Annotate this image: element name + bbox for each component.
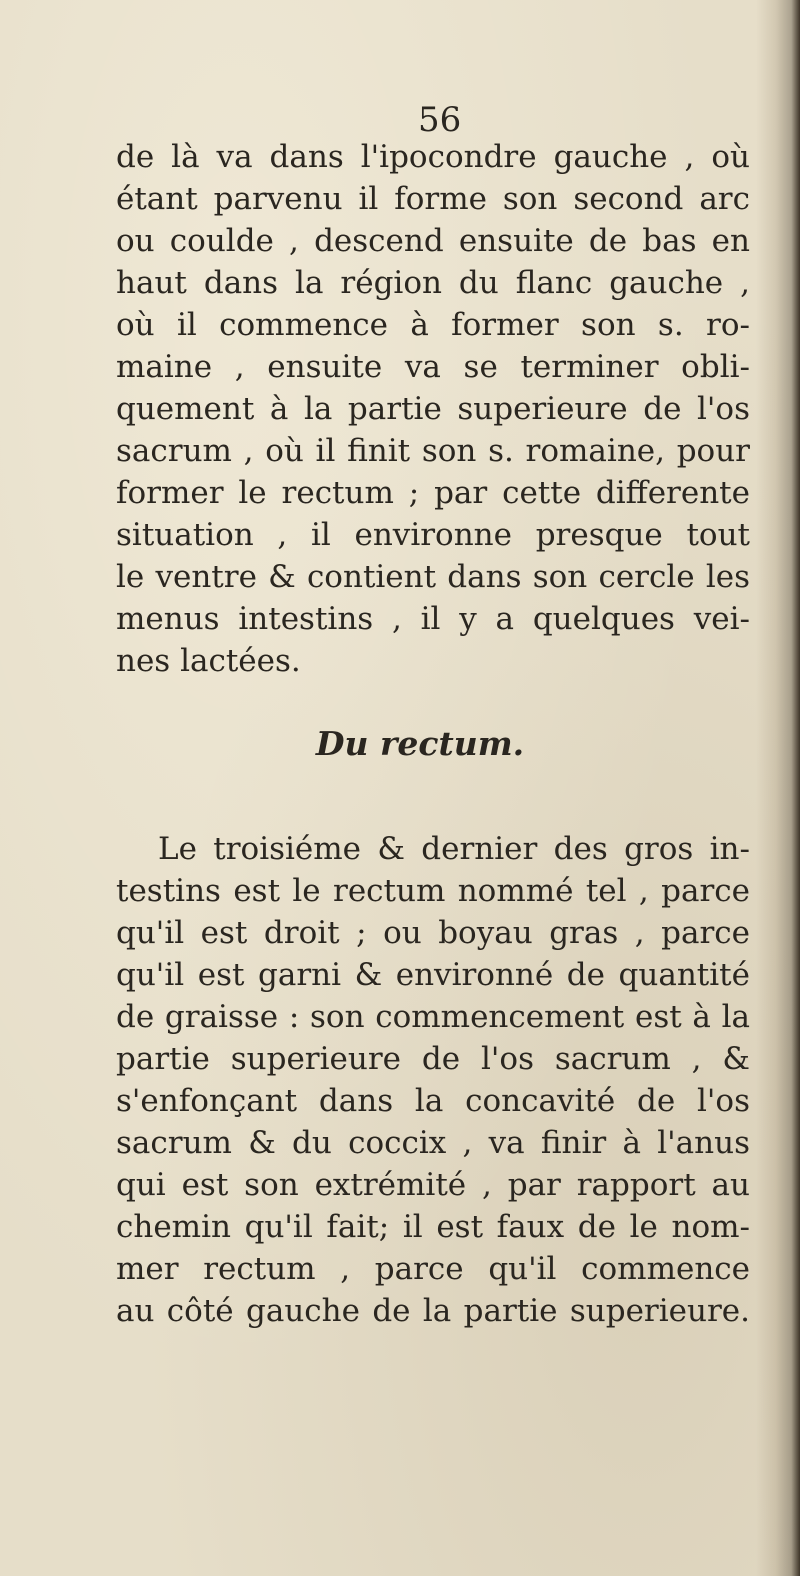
page-number: 56 — [418, 100, 462, 140]
text-line: sacrum , où il finit son s. romaine, pour — [116, 433, 750, 469]
text-line: chemin qu'il fait; il est faux de le nom- — [116, 1209, 750, 1245]
text-line: où il commence à former son s. ro- — [116, 307, 750, 343]
text-line: Le troisiéme & dernier des gros in- — [158, 831, 750, 867]
page-gutter-shadow — [756, 0, 800, 1576]
text-line: menus intestins , il y a quelques vei- — [116, 601, 750, 637]
text-line: le ventre & contient dans son cercle les — [116, 559, 750, 595]
text-line: étant parvenu il forme son second arc — [116, 181, 750, 217]
text-line: ou coulde , descend ensuite de bas en — [116, 223, 750, 259]
text-line: qui est son extrémité , par rapport au — [116, 1167, 750, 1203]
text-line: au côté gauche de la partie superieure. — [116, 1293, 750, 1329]
text-line: de graisse : son commencement est à la — [116, 999, 750, 1035]
text-line: sacrum & du coccix , va finir à l'anus — [116, 1125, 750, 1161]
text-line: testins est le rectum nommé tel , parce — [116, 873, 750, 909]
paragraph-1 — [116, 136, 750, 682]
text-line: de là va dans l'ipocondre gauche , où — [116, 139, 750, 175]
text-line: nes lactées. — [116, 643, 301, 679]
text-line: qu'il est droit ; ou boyau gras , parce — [116, 915, 750, 951]
text-line: partie superieure de l'os sacrum , & — [116, 1041, 750, 1077]
text-line: quement à la partie superieure de l'os — [116, 391, 750, 427]
text-line: s'enfonçant dans la concavité de l'os — [116, 1083, 750, 1119]
paragraph-2 — [116, 828, 750, 1332]
section-heading: Du rectum. — [315, 724, 525, 763]
text-line: haut dans la région du flanc gauche , — [116, 265, 750, 301]
text-line: situation , il environne presque tout — [116, 517, 750, 553]
text-line: mer rectum , parce qu'il commence — [116, 1251, 750, 1287]
text-line: maine , ensuite va se terminer obli- — [116, 349, 750, 385]
text-line: former le rectum ; par cette differente — [116, 475, 750, 511]
text-line: qu'il est garni & environné de quantité — [116, 957, 750, 993]
